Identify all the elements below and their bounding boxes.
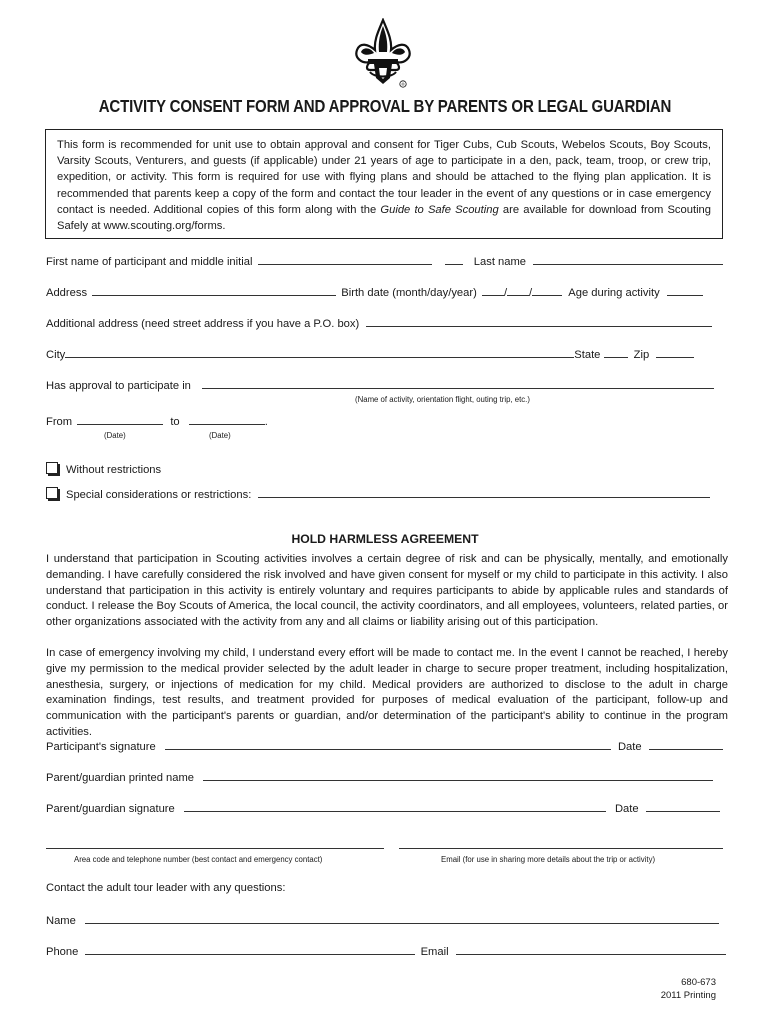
- intro-text-end: are available for download from Scouting Safely at www.scouting.org/forms.: [57, 203, 712, 233]
- age-label: Age during activity: [568, 287, 660, 299]
- state-field[interactable]: [604, 347, 628, 358]
- city-field[interactable]: [65, 347, 574, 358]
- special-considerations-option[interactable]: [46, 487, 710, 501]
- participant-date-label: Date: [617, 741, 642, 753]
- state-label: State: [574, 349, 601, 361]
- parent-signature-row: [46, 801, 720, 815]
- leader-name-field[interactable]: [85, 913, 719, 924]
- without-restrictions-label: Without restrictions: [66, 464, 162, 476]
- additional-address-row: [46, 316, 712, 330]
- to-date-field[interactable]: [189, 414, 265, 425]
- parent-printed-name-field[interactable]: [203, 770, 713, 781]
- middle-initial-field[interactable]: [445, 254, 463, 265]
- parent-printed-name-row: [46, 770, 713, 784]
- contact-heading: Contact the adult tour leader with any questions:: [46, 882, 286, 894]
- registered-mark: ®: [401, 81, 405, 87]
- zip-field[interactable]: [656, 347, 694, 358]
- zip-label: Zip: [633, 349, 650, 361]
- first-name-field[interactable]: [258, 254, 432, 265]
- parent-signature-field[interactable]: [184, 801, 606, 812]
- email-field[interactable]: [399, 848, 723, 849]
- birth-month-field[interactable]: [482, 285, 504, 296]
- without-restrictions-option[interactable]: [46, 462, 161, 476]
- dates-row: From to .: [46, 416, 268, 428]
- activity-name-field[interactable]: [202, 378, 714, 389]
- city-row: [46, 347, 694, 361]
- address-field[interactable]: [92, 285, 336, 296]
- birth-date-label: Birth date (month/day/year): [341, 287, 477, 299]
- from-date-field[interactable]: [77, 414, 163, 425]
- additional-address-label: Additional address (need street address if you have a P.O. box): [46, 318, 360, 330]
- phone-number-field[interactable]: [46, 848, 384, 849]
- parent-signature-label: Parent/guardian signature: [46, 803, 175, 815]
- intro-box: [45, 129, 723, 239]
- last-name-label: Last name: [473, 256, 527, 268]
- participant-signature-label: Participant's signature: [46, 741, 156, 753]
- email-caption: Email (for use in sharing more details about the trip or activity): [441, 855, 656, 864]
- parent-printed-name-label: Parent/guardian printed name: [46, 772, 195, 784]
- leader-phone-label: Phone: [46, 946, 79, 958]
- age-field[interactable]: [667, 285, 703, 296]
- last-name-field[interactable]: [533, 254, 723, 265]
- to-label: to: [170, 416, 180, 428]
- leader-phone-field[interactable]: [85, 944, 415, 955]
- phone-caption: Area code and telephone number (best contact and emergency contact): [74, 855, 323, 864]
- parent-date-label: Date: [614, 803, 639, 815]
- leader-name-label: Name: [46, 915, 76, 927]
- from-label: From: [46, 416, 73, 428]
- from-date-caption: (Date): [104, 431, 126, 440]
- approval-label: Has approval to participate in: [46, 380, 191, 392]
- leader-email-label: Email: [420, 946, 449, 958]
- intro-text: This form is recommended for unit use to obtain approval and consent for Tiger Cubs, Cub Scouts, Webelos Scouts, Boy Scouts, Varsity Scouts, Venturers, and guests (if applicable) under 21 years of age to participate in a den, pack, team, troop, or crew trip, expedition, or activity. This form is required for use with flying plans and should be attached to the flying plan application. It is recommended that parents keep a copy of the form and contact the tour leader in the event of any questions or in case emergency contact is needed. Additional copies of this form along with the: [57, 139, 711, 216]
- activity-caption: (Name of activity, orientation flight, outing trip, etc.): [355, 395, 530, 404]
- printing-year: 2011 Printing: [660, 990, 716, 1001]
- form-title: ACTIVITY CONSENT FORM AND APPROVAL BY PARENTS OR LEGAL GUARDIAN: [98, 96, 672, 116]
- parent-date-field[interactable]: [646, 801, 720, 812]
- hold-harmless-paragraph-1: I understand that participation in Scouting activities involves a certain degree of risk and can be physically, mentally, and emotionally demanding. I have carefully considered the risk involved and have given consent for myself or my child to participate in this activity. I also understand that participation in this activity is entirely voluntary and requires participants to abide by applicable rules and standards of conduct. I release the Boy Scouts of America, the local council, the activity coordinators, and all employees, volunteers, related parties, or other organizations associated with the activity from any and all claims or liability arising out of this participation.: [46, 553, 728, 629]
- form-number: 680-673: [681, 977, 716, 988]
- participant-date-field[interactable]: [649, 739, 723, 750]
- birth-day-field[interactable]: [507, 285, 529, 296]
- hold-harmless-paragraph-2: In case of emergency involving my child, I understand every effort will be made to contact me. In the event I cannot be reached, I hereby give my permission to the medical provider selected by the adult leader in charge to secure proper treatment, including hospitalization, anesthesia, surgery, or injections of medication for my child. Medical providers are authorized to disclose to the adult in charge examination findings, test results, and treatment provided for purposes of medical evaluation of the participant, follow-up and communication with the participant's parents or guardian, and/or determination of the participant's ability to continue in the program activities.: [46, 647, 728, 738]
- birth-year-field[interactable]: [532, 285, 562, 296]
- approval-row: [46, 378, 714, 392]
- first-name-label: First name of participant and middle initial: [46, 256, 253, 268]
- city-label: City: [46, 349, 66, 361]
- participant-signature-field[interactable]: [165, 739, 611, 750]
- name-row: [46, 254, 723, 268]
- form-footer: [661, 976, 716, 1002]
- bsa-emblem-icon: [352, 18, 414, 90]
- address-label: Address: [46, 287, 88, 299]
- leader-name-row: [46, 913, 719, 927]
- guide-title: Guide to Safe Scouting: [380, 203, 499, 216]
- to-date-caption: (Date): [209, 431, 231, 440]
- special-considerations-field[interactable]: [258, 487, 710, 498]
- without-restrictions-checkbox[interactable]: [46, 462, 58, 474]
- address-row: Address Birth date (month/day/year) / / Age during activity: [46, 285, 703, 299]
- participant-signature-row: [46, 739, 723, 753]
- special-considerations-checkbox[interactable]: [46, 487, 58, 499]
- additional-address-field[interactable]: [366, 316, 712, 327]
- leader-email-field[interactable]: [456, 944, 726, 955]
- special-considerations-label: Special considerations or restrictions:: [66, 489, 252, 501]
- hold-harmless-title: HOLD HARMLESS AGREEMENT: [291, 532, 479, 546]
- leader-contact-row: [46, 944, 726, 958]
